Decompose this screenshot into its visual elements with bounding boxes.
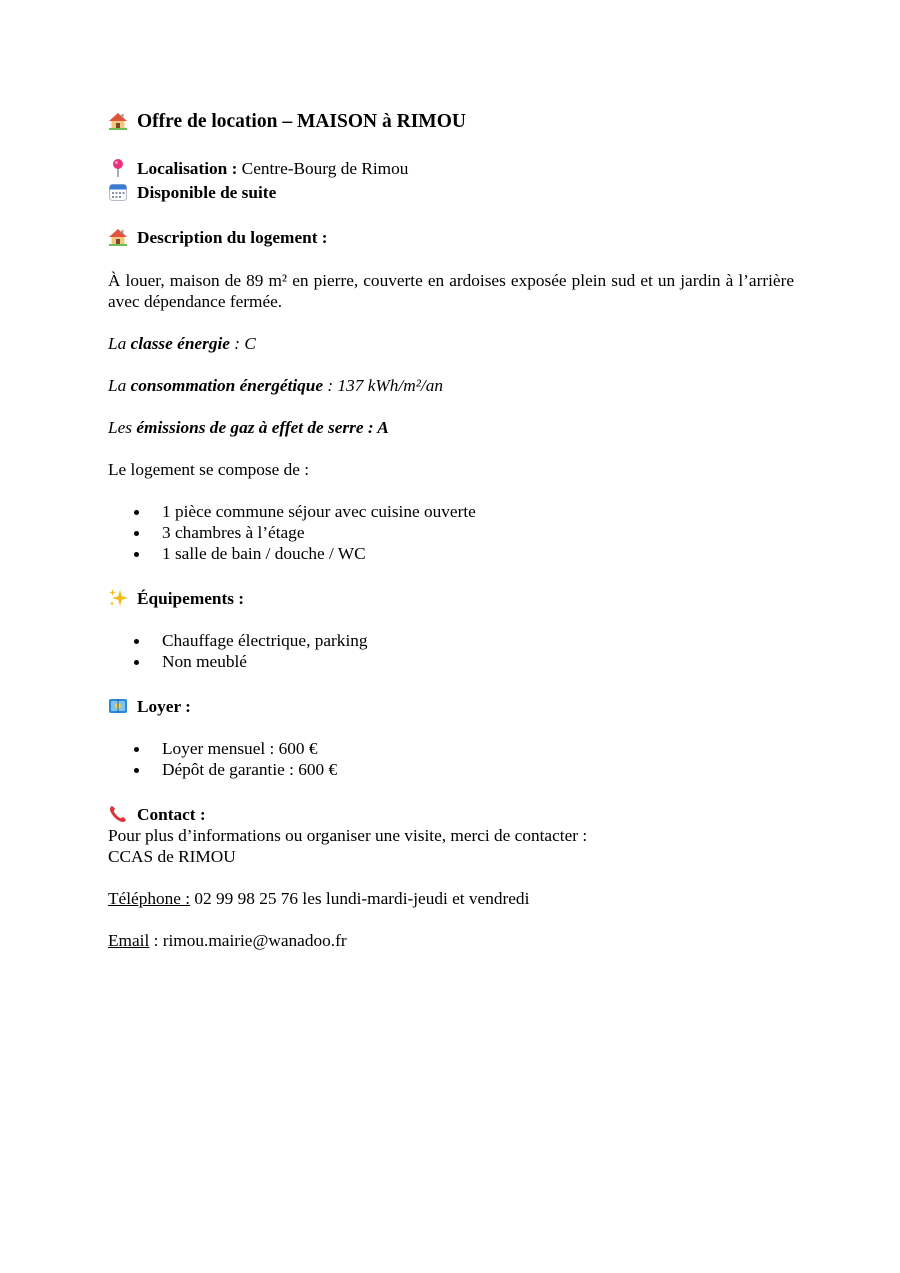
list-item: 1 salle de bain / douche / WC bbox=[108, 543, 794, 564]
consommation-prefix: La bbox=[108, 376, 127, 395]
emissions-prefix: Les bbox=[108, 418, 133, 437]
disponibilite-text: Disponible de suite bbox=[137, 183, 277, 202]
loyer-heading-line bbox=[108, 696, 794, 717]
contact-line-1: Pour plus d’informations ou organiser une visite, merci de contacter : bbox=[108, 826, 588, 845]
contact-line-2: CCAS de RIMOU bbox=[108, 847, 236, 866]
classe-energie-line bbox=[108, 333, 794, 354]
equipements-heading: Équipements : bbox=[137, 589, 245, 608]
email-separator: : bbox=[149, 931, 163, 950]
localisation-value: Centre-Bourg de Rimou bbox=[241, 159, 409, 178]
description-heading-line bbox=[108, 227, 794, 248]
disponibilite-line bbox=[108, 182, 794, 203]
telephone-label: Téléphone : bbox=[108, 889, 191, 908]
list-item: Loyer mensuel : 600 € bbox=[108, 738, 794, 759]
consommation-value: : 137 kWh/m²/an bbox=[323, 376, 443, 395]
classe-energie-prefix: La bbox=[108, 334, 127, 353]
composition-list bbox=[108, 501, 794, 564]
banknote-icon bbox=[108, 696, 128, 716]
composition-intro: Le logement se compose de : bbox=[108, 460, 310, 479]
pin-icon bbox=[108, 158, 128, 178]
consommation-line bbox=[108, 375, 794, 396]
sparkles-icon bbox=[108, 588, 128, 608]
localisation-label: Localisation : bbox=[137, 159, 238, 178]
equipements-list bbox=[108, 630, 794, 672]
email-label: Email bbox=[108, 931, 150, 950]
consommation-label: consommation énergétique bbox=[130, 376, 324, 395]
title-line bbox=[108, 111, 794, 132]
house-icon bbox=[108, 227, 128, 247]
list-item: Dépôt de garantie : 600 € bbox=[108, 759, 794, 780]
telephone-value: 02 99 98 25 76 les lundi-mardi-jeudi et vendredi bbox=[190, 889, 530, 908]
phone-icon bbox=[108, 804, 128, 824]
description-text: À louer, maison de 89 m² en pierre, couverte en ardoises exposée plein sud et un jardin à l’arrière avec dépendance fermée. bbox=[108, 271, 794, 311]
house-icon bbox=[108, 111, 128, 131]
localisation-line bbox=[108, 158, 794, 179]
list-item: 3 chambres à l’étage bbox=[108, 522, 794, 543]
classe-energie-value: : C bbox=[229, 334, 256, 353]
loyer-list bbox=[108, 738, 794, 780]
email-value[interactable]: rimou.mairie@wanadoo.fr bbox=[162, 931, 347, 950]
list-item: 1 pièce commune séjour avec cuisine ouverte bbox=[108, 501, 794, 522]
loyer-heading: Loyer : bbox=[137, 697, 191, 716]
page-title: Offre de location – MAISON à RIMOU bbox=[137, 111, 466, 132]
list-item: Non meublé bbox=[108, 651, 794, 672]
calendar-icon bbox=[108, 182, 128, 202]
emissions-label: émissions de gaz à effet de serre : A bbox=[136, 418, 389, 437]
telephone-line bbox=[108, 888, 794, 909]
emissions-line bbox=[108, 417, 794, 438]
description-heading: Description du logement : bbox=[137, 228, 328, 247]
equipements-heading-line bbox=[108, 588, 794, 609]
classe-energie-label: classe énergie bbox=[130, 334, 230, 353]
list-item: Chauffage électrique, parking bbox=[108, 630, 794, 651]
email-line bbox=[108, 930, 794, 951]
contact-heading: Contact : bbox=[137, 805, 206, 824]
contact-heading-line bbox=[108, 804, 794, 825]
